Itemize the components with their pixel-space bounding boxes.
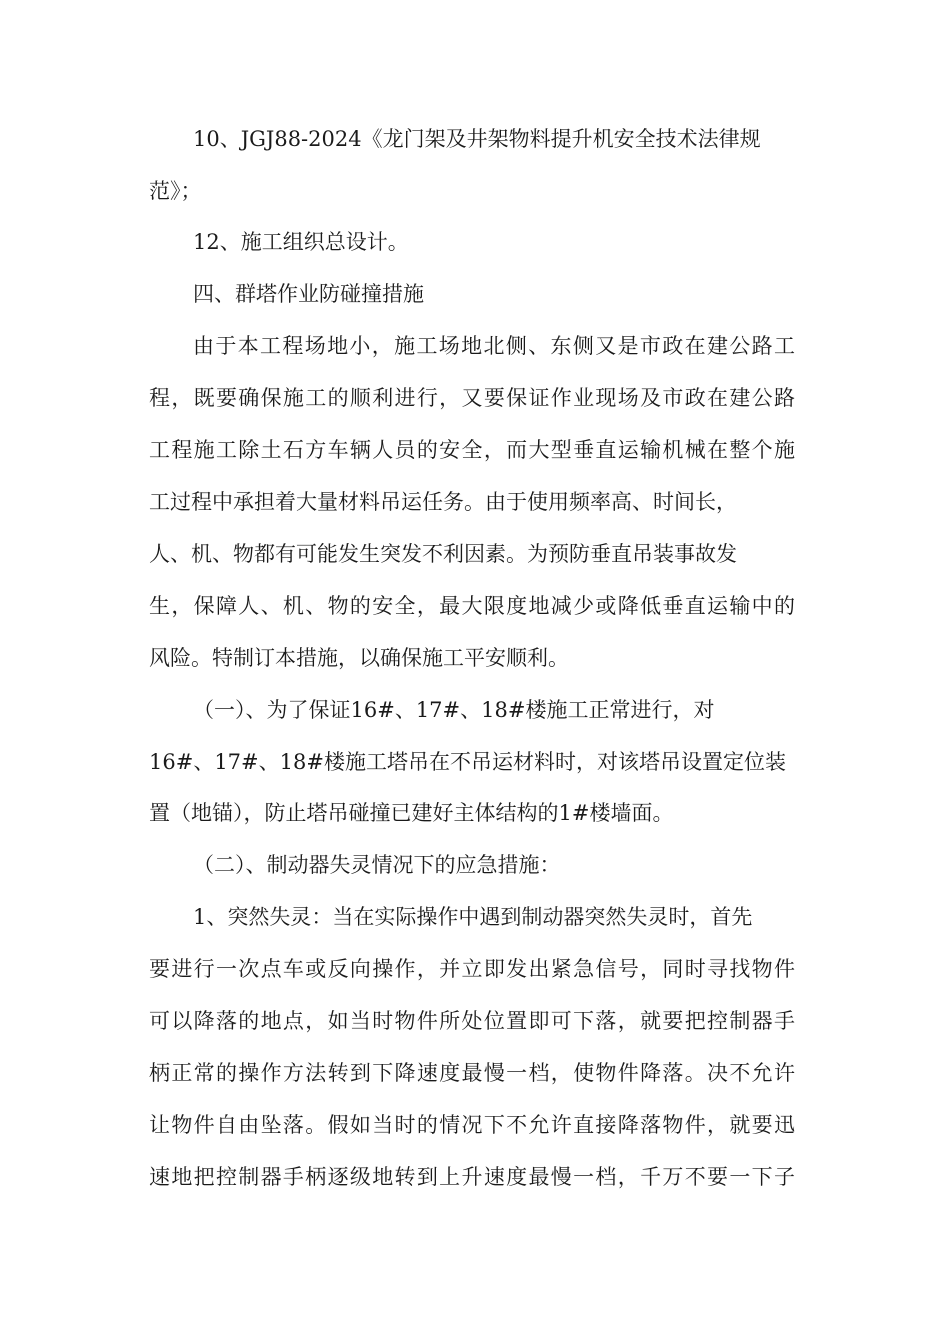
paragraph-2-line-2: 16#、17#、18#楼施工塔吊在不吊运材料时，对该塔吊设置定位装 <box>149 750 786 774</box>
paragraph-3-heading: （二）、制动器失灵情况下的应急措施： <box>193 853 561 877</box>
paragraph-1-line-7: 风险。特制订本措施，以确保施工平安顺利。 <box>149 646 569 670</box>
paragraph-4-line-5: 让物件自由坠落。假如当时的情况下不允许直接降落物件，就要迅 <box>149 1113 795 1137</box>
paragraph-2-line-3: 置（地锚），防止塔吊碰撞已建好主体结构的1#楼墙面。 <box>149 801 674 825</box>
paragraph-1-line-1: 由于本工程场地小，施工场地北侧、东侧又是市政在建公路工 <box>193 334 795 358</box>
paragraph-2-line-1: （一）、为了保证16#、17#、18#楼施工正常进行，对 <box>193 698 715 722</box>
paragraph-1-line-2: 程，既要确保施工的顺利进行，又要保证作业现场及市政在建公路 <box>149 386 795 410</box>
paragraph-1-line-4: 工过程中承担着大量材料吊运任务。由于使用频率高、时间长， <box>149 490 737 514</box>
paragraph-1-line-6: 生，保障人、机、物的安全，最大限度地减少或降低垂直运输中的 <box>149 594 795 618</box>
paragraph-4-line-6: 速地把控制器手柄逐级地转到上升速度最慢一档，千万不要一下子 <box>149 1165 795 1189</box>
paragraph-1-line-3: 工程施工除土石方车辆人员的安全，而大型垂直运输机械在整个施 <box>149 438 795 462</box>
paragraph-4-line-2: 要进行一次点车或反向操作，并立即发出紧急信号，同时寻找物件 <box>149 957 795 981</box>
paragraph-4-line-3: 可以降落的地点，如当时物件所处位置即可下落，就要把控制器手 <box>149 1009 795 1033</box>
reference-item-12: 12、施工组织总设计。 <box>193 230 409 254</box>
reference-item-10-line-1: 10、JGJ88-2024《龙门架及井架物料提升机安全技术法律规 <box>193 127 761 151</box>
paragraph-1-line-5: 人、机、物都有可能发生突发不利因素。为预防垂直吊装事故发 <box>149 542 737 566</box>
reference-item-10-line-2: 范》； <box>149 179 202 203</box>
paragraph-4-line-1: 1、突然失灵：当在实际操作中遇到制动器突然失灵时，首先 <box>193 905 753 929</box>
paragraph-4-line-4: 柄正常的操作方法转到下降速度最慢一档，使物件降落。决不允许 <box>149 1061 795 1085</box>
section-heading-4: 四、群塔作业防碰撞措施 <box>193 282 424 306</box>
